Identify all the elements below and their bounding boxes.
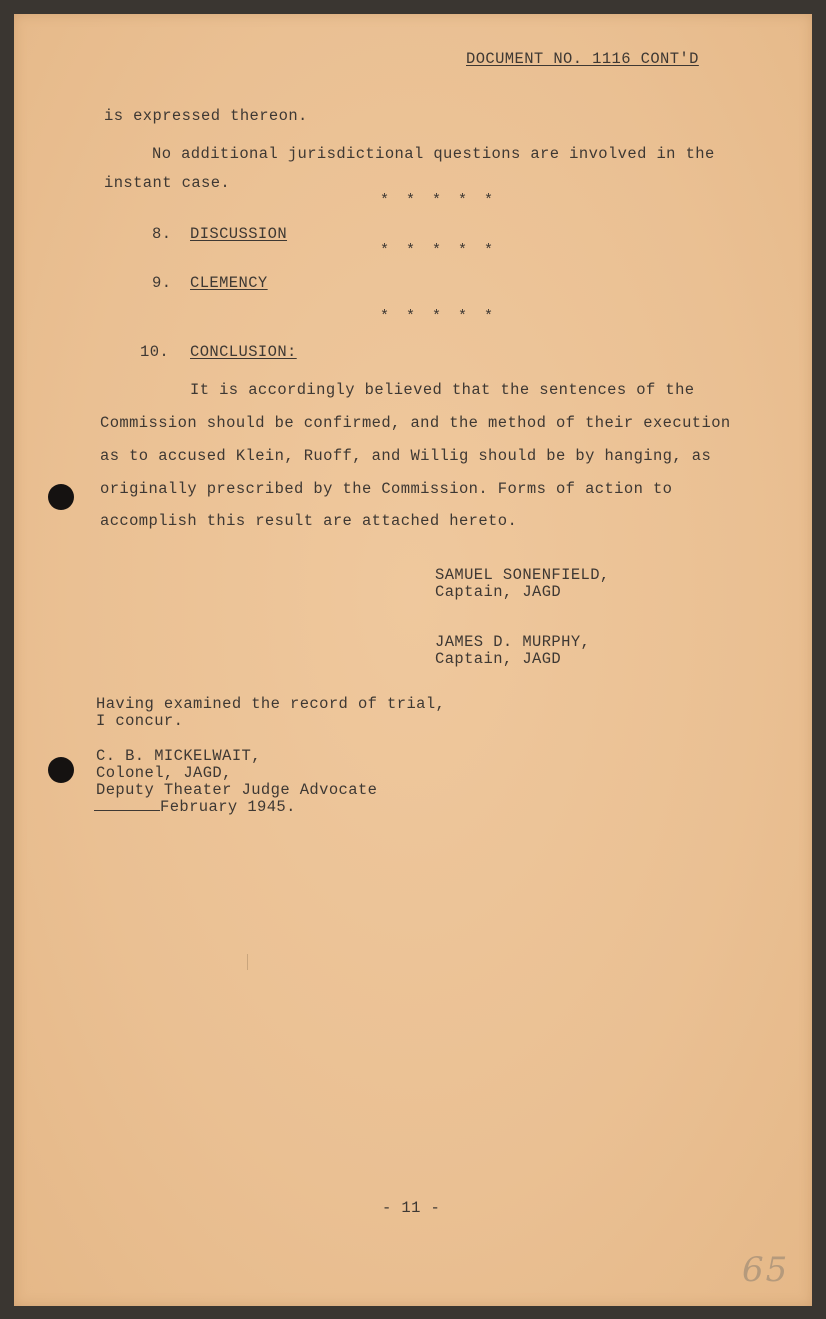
section-10-heading: CONCLUSION: — [190, 343, 297, 361]
page-number: - 11 - — [382, 1199, 441, 1217]
separator-stars: * * * * * — [380, 308, 498, 325]
section-10-number: 10. — [140, 343, 170, 361]
section-9-heading: CLEMENCY — [190, 274, 268, 292]
concurring-officer-name: C. B. MICKELWAIT, — [96, 747, 261, 765]
conclusion-line-1: It is accordingly believed that the sentences of the — [190, 381, 695, 399]
signatory-1-name: SAMUEL SONENFIELD, — [435, 566, 610, 584]
signatory-2-title: Captain, JAGD — [435, 650, 562, 668]
signatory-1-title: Captain, JAGD — [435, 583, 562, 601]
document-reference: DOCUMENT NO. 1116 CONT'D — [466, 50, 699, 68]
jurisdiction-paragraph-line-1: No additional jurisdictional questions are involved in the — [152, 145, 715, 163]
section-9-number: 9. — [152, 274, 172, 292]
punch-hole-lower — [48, 757, 74, 783]
concurrence-date-line — [94, 798, 296, 816]
concurring-officer-rank: Colonel, JAGD, — [96, 764, 232, 782]
conclusion-line-3: as to accused Klein, Ruoff, and Willig should be by hanging, as — [100, 447, 712, 465]
section-8-heading: DISCUSSION — [190, 225, 288, 243]
jurisdiction-paragraph-line-2: instant case. — [104, 174, 231, 192]
paper-blemish — [247, 954, 248, 970]
concurrence-line-2: I concur. — [96, 712, 184, 730]
handwritten-number: 65 — [742, 1250, 790, 1290]
concurrence-line-1: Having examined the record of trial, — [96, 695, 446, 713]
punch-hole-upper — [48, 484, 74, 510]
concurrence-date: February 1945. — [160, 798, 296, 816]
document-page — [14, 14, 812, 1306]
concurring-officer-position: Deputy Theater Judge Advocate — [96, 781, 378, 799]
conclusion-line-4: originally prescribed by the Commission. Forms of action to — [100, 480, 673, 498]
separator-stars: * * * * * — [380, 242, 498, 259]
date-blank — [94, 798, 160, 811]
conclusion-line-2: Commission should be confirmed, and the method of their execution — [100, 414, 731, 432]
separator-stars: * * * * * — [380, 192, 498, 209]
section-8-number: 8. — [152, 225, 172, 243]
signatory-2-name: JAMES D. MURPHY, — [435, 633, 591, 651]
continued-line: is expressed thereon. — [104, 107, 308, 125]
conclusion-line-5: accomplish this result are attached hereto. — [100, 512, 518, 530]
